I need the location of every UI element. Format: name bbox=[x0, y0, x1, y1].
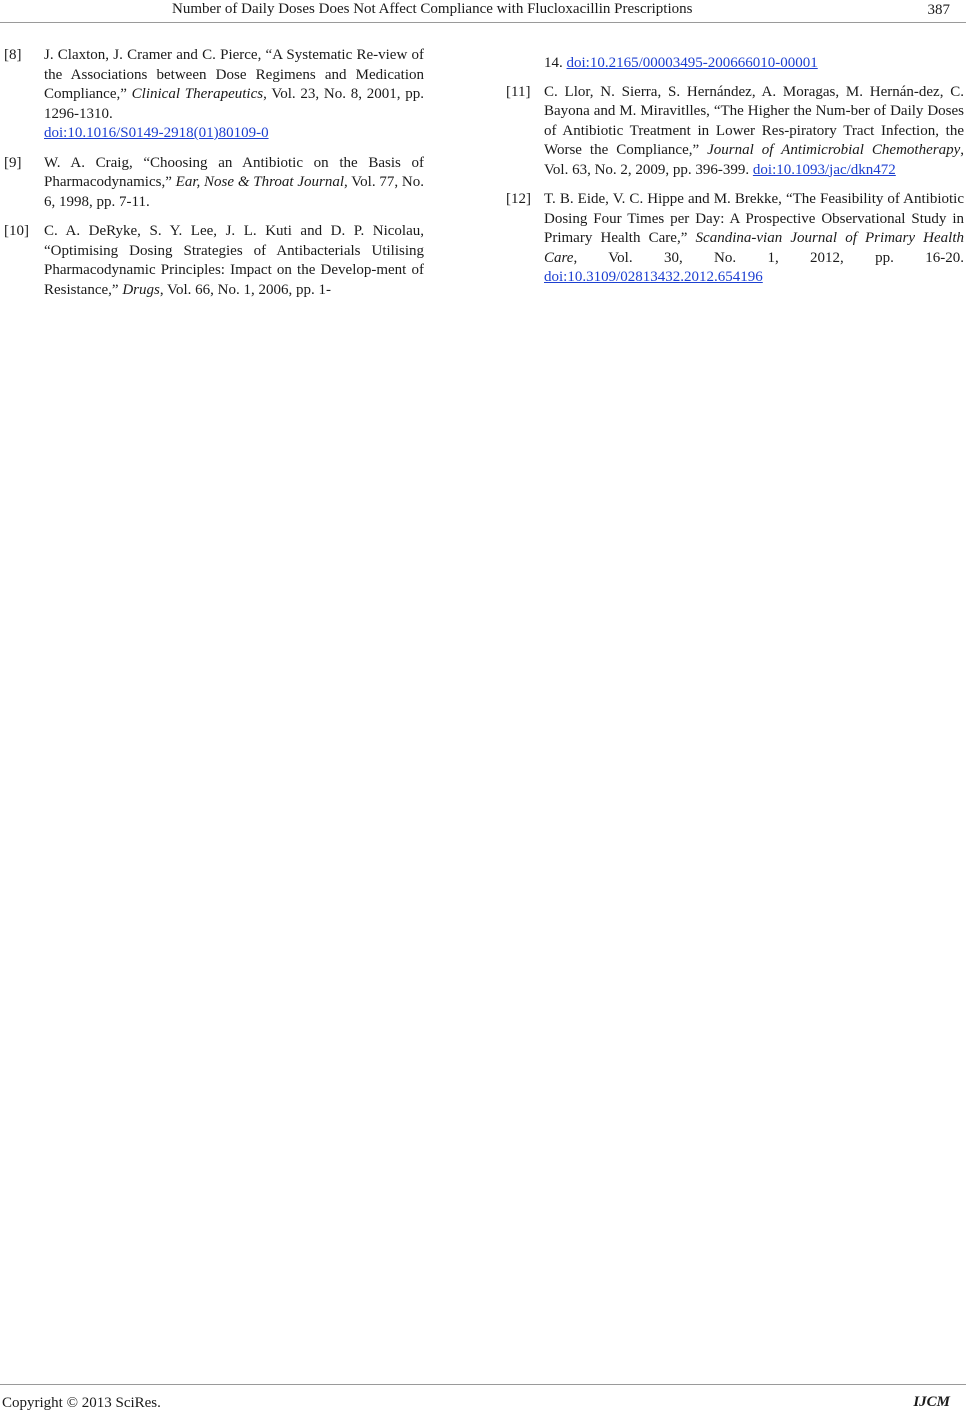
footer-rule bbox=[0, 1384, 966, 1385]
reference-details: , Vol. 63, No. 2, 2009, pp. 396-399. bbox=[544, 142, 964, 178]
reference-body: W. A. Craig, “Choosing an Antibiotic on the Basis of Pharmacodynamics,” bbox=[44, 154, 424, 190]
reference-item bbox=[506, 190, 964, 288]
reference-body: T. B. Eide, V. C. Hippe and M. Brekke, “The Feasibility of Antibiotic Dosing Four Times per Day: A Prospective Observational Study in Primary Health Care,” bbox=[544, 191, 964, 246]
reference-body: C. Llor, N. Sierra, S. Hernández, A. Moragas, M. Hernán-dez, C. Bayona and M. Miravitlles, “The Higher the Num-ber of Daily Doses of Antibiotic Treatment in Lower Res-piratory Tract Infection, the Worse the Compliance,” bbox=[544, 83, 964, 158]
reference-continuation bbox=[506, 54, 964, 74]
header-rule bbox=[0, 22, 966, 23]
reference-number: [11] bbox=[506, 83, 531, 100]
reference-journal: Clinical Therapeutics bbox=[131, 86, 264, 102]
reference-details: , Vol. 23, No. 8, 2001, pp. 1296-1310. bbox=[44, 86, 424, 122]
running-title: Number of Daily Doses Does Not Affect Compliance with Flucloxacillin Prescriptions bbox=[172, 1, 693, 17]
reference-details: , Vol. 66, No. 1, 2006, pp. 1- bbox=[159, 281, 331, 298]
reference-item bbox=[4, 222, 424, 300]
reference-body: J. Claxton, J. Cramer and C. Pierce, “A Systematic Re-view of the Associations between Dose Regimens and Medication Compliance,” bbox=[44, 47, 424, 102]
copyright-notice: Copyright © 2013 SciRes. bbox=[2, 1395, 161, 1411]
page-footer bbox=[0, 1384, 966, 1414]
reference-number: [12] bbox=[506, 191, 531, 207]
reference-journal: Drugs bbox=[122, 281, 160, 298]
doi-link[interactable]: doi:10.2165/00003495-200666010-00001 bbox=[566, 55, 818, 71]
doi-link[interactable]: doi:10.1016/S0149-2918(01)80109-0 bbox=[44, 125, 269, 141]
reference-journal: Scandina-vian Journal of Primary Health Care bbox=[544, 230, 965, 266]
reference-text bbox=[44, 222, 424, 300]
continuation-pages: 14. bbox=[544, 55, 567, 71]
references-left-column bbox=[4, 46, 424, 310]
journal-abbreviation: IJCM bbox=[913, 1394, 950, 1410]
reference-body: C. A. DeRyke, S. Y. Lee, J. L. Kuti and D. P. Nicolau, “Optimising Dosing Strategies of Antibacterials Utilising Pharmacodynamic Principles: Impact on the Develop-ment of Resistance,” bbox=[44, 223, 424, 298]
doi-link[interactable]: doi:10.3109/02813432.2012.654196 bbox=[544, 269, 763, 285]
reference-details: , Vol. 30, No. 1, 2012, pp. 16-20. bbox=[573, 249, 964, 266]
reference-details: , Vol. 77, No. 6, 1998, pp. 7-11. bbox=[44, 174, 424, 210]
reference-text bbox=[544, 190, 964, 288]
references-right-column bbox=[506, 54, 964, 298]
reference-number: [8] bbox=[4, 47, 22, 63]
reference-item bbox=[506, 83, 964, 181]
reference-item bbox=[4, 154, 424, 213]
reference-number: [10] bbox=[4, 223, 29, 239]
reference-item bbox=[4, 46, 424, 144]
reference-journal: Journal of Antimicrobial Chemotherapy bbox=[707, 142, 961, 158]
page-number: 387 bbox=[927, 2, 950, 18]
reference-journal: Ear, Nose & Throat Journal bbox=[175, 174, 345, 190]
running-header bbox=[0, 0, 966, 24]
reference-number: [9] bbox=[4, 154, 22, 171]
reference-text bbox=[44, 154, 424, 213]
reference-text bbox=[544, 83, 964, 181]
reference-text bbox=[44, 46, 424, 144]
doi-link[interactable]: doi:10.1093/jac/dkn472 bbox=[752, 161, 896, 178]
